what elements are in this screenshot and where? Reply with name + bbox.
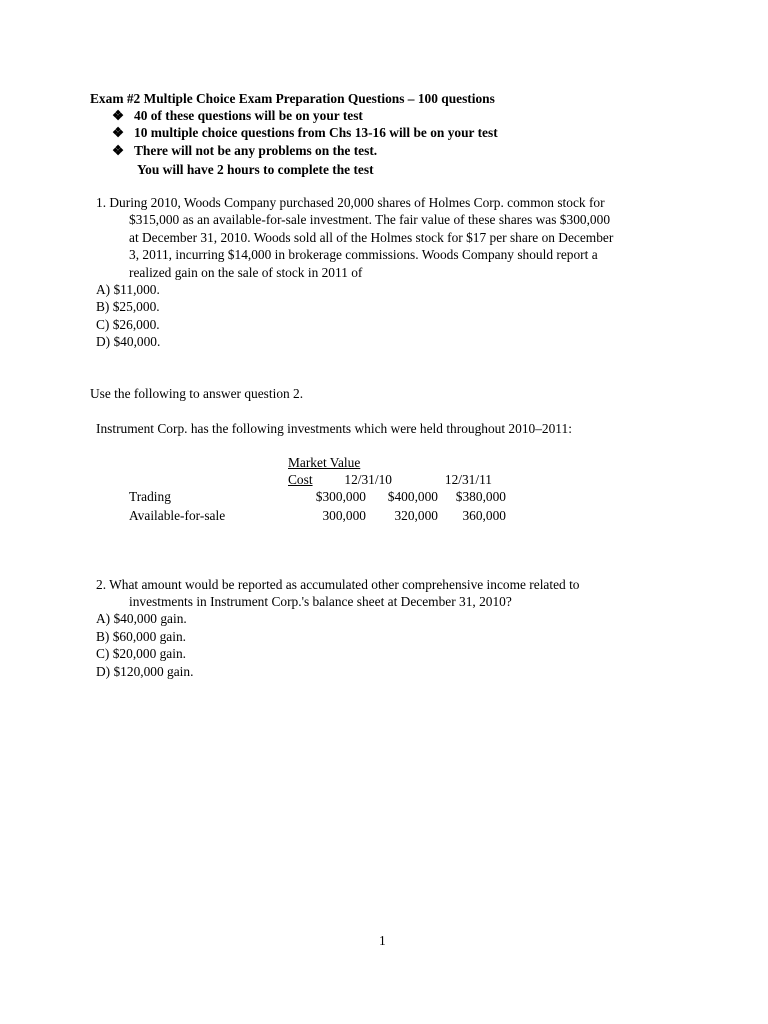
question-stem-line: 1. During 2010, Woods Company purchased 20,000 shares of Holmes Corp. common stock for [96,195,605,210]
cost-column-header: Cost [288,472,313,487]
question-stem-line: 2. What amount would be reported as accumulated other comprehensive income related to [96,577,580,592]
answer-option-d: D) $120,000 gain. [96,664,194,679]
page-number: 1 [379,933,386,948]
row-label-trading: Trading [129,489,171,504]
bullet-item [112,142,377,159]
answer-option-a: A) $40,000 gain. [96,611,187,626]
bullet-text: 10 multiple choice questions from Chs 13-16 will be on your test [134,125,498,140]
cell-cost: $300,000 [315,489,366,504]
answer-option-d: D) $40,000. [96,334,161,349]
column-header-2010: 12/31/10 [344,472,392,487]
bullet-text: 40 of these questions will be on your test [134,108,363,123]
row-label-afs: Available-for-sale [129,508,226,523]
answer-option-c: C) $26,000. [96,317,160,332]
question-stem-line: investments in Instrument Corp.'s balance sheet at December 31, 2010? [129,594,512,609]
answer-option-b: B) $60,000 gain. [96,629,187,644]
cell-cost: 300,000 [322,508,366,523]
exam-title: Exam #2 Multiple Choice Exam Preparation Questions – 100 questions [90,91,495,106]
question-stem-line: 3, 2011, incurring $14,000 in brokerage commissions. Woods Company should report a [129,247,598,262]
answer-option-a: A) $11,000. [96,282,160,297]
cell-value-2011: 360,000 [462,508,506,523]
shared-intro: Use the following to answer question 2. [90,386,304,401]
time-note: You will have 2 hours to complete the test [137,162,374,177]
answer-option-b: B) $25,000. [96,299,160,314]
column-header-2011: 12/31/11 [444,472,492,487]
answer-option-c: C) $20,000 gain. [96,646,187,661]
bullet-text: There will not be any problems on the test. [134,143,378,158]
cell-value-2010: 320,000 [394,508,438,523]
diamond-bullet-icon: ❖ [112,143,125,158]
cell-value-2010: $400,000 [387,489,438,504]
diamond-bullet-icon: ❖ [112,108,125,123]
diamond-bullet-icon: ❖ [112,125,125,140]
investments-intro: Instrument Corp. has the following investments which were held throughout 2010–2011: [96,421,572,436]
question-stem-line: realized gain on the sale of stock in 2011 of [129,265,363,280]
bullet-item [112,107,363,124]
question-stem-line: $315,000 as an available-for-sale investment. The fair value of these shares was $300,000 [129,212,611,227]
bullet-item [112,124,498,141]
question-stem-line: at December 31, 2010. Woods sold all of the Holmes stock for $17 per share on December [129,230,614,245]
market-value-header: Market Value [288,455,361,470]
cell-value-2011: $380,000 [455,489,506,504]
